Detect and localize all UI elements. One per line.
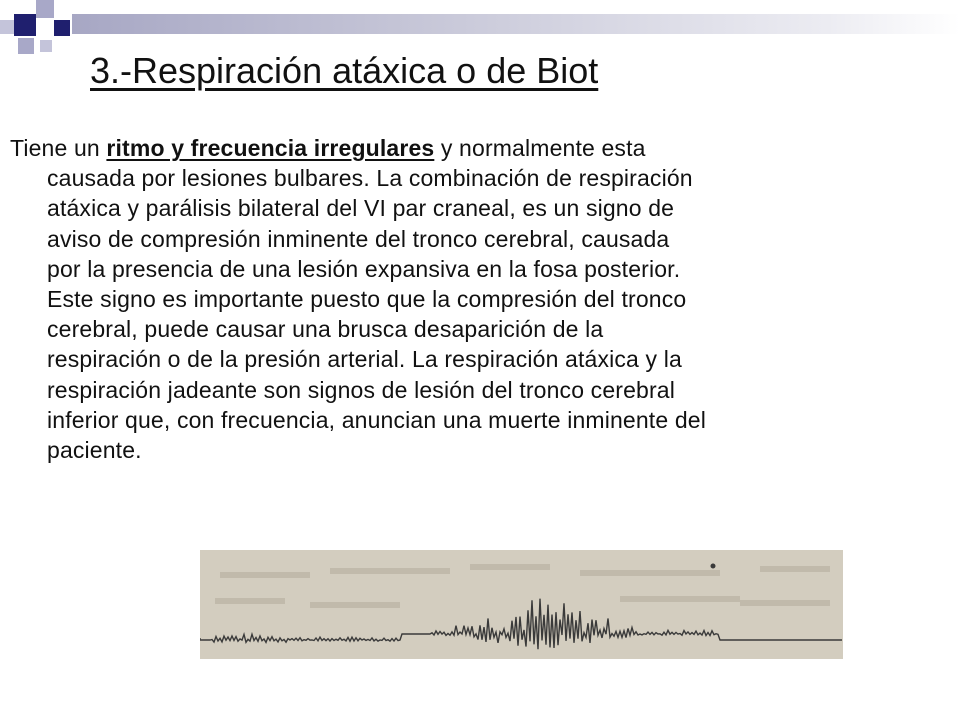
scan-text-smudge [740,600,830,606]
paragraph-line: por la presencia de una lesión expansiva en la fosa posterior. [47,255,681,282]
corner-square-lavender-1 [36,0,54,18]
paragraph-line: respiración jadeante son signos de lesión del tronco cerebral [47,376,675,403]
slide-title: 3.-Respiración atáxica o de Biot [90,50,599,91]
line1-after: y normalmente esta [434,135,646,161]
corner-square-lavender-4 [40,40,52,52]
paragraph-line: atáxica y parálisis bilateral del VI par craneal, es un signo de [47,195,675,222]
paragraph-line: inferior que, con frecuencia, anuncian una muerte inminente del [47,406,706,433]
scan-text-smudge [470,564,550,570]
emphasis-text: ritmo y frecuencia irregulares [106,135,435,161]
paragraph-line: causada por lesiones bulbares. La combinación de respiración [47,165,693,192]
corner-square-navy-1 [14,14,36,36]
header-band [72,14,960,34]
paragraph-line: paciente. [47,437,142,464]
scan-text-smudge [620,596,740,602]
paragraph-line: respiración o de la presión arterial. La respiración atáxica y la [47,346,682,373]
scan-text-smudge [215,598,285,604]
scan-dot [711,564,716,569]
corner-square-lavender-2 [0,20,14,34]
paragraph-line-1 [10,133,948,163]
scan-text-smudge [580,570,720,576]
corner-square-navy-2 [54,20,70,36]
respiratory-trace-image [200,550,843,659]
scan-text-smudge [330,568,450,574]
respiratory-trace-drawing [200,550,843,659]
paragraph-line: aviso de compresión inminente del tronco cerebral, causada [47,225,670,252]
waveform-line [200,599,842,650]
scan-text-smudge [310,602,400,608]
paragraph-line: cerebral, puede causar una brusca desaparición de la [47,316,604,343]
scan-text-smudge [220,572,310,578]
body-paragraph [10,133,948,465]
line1-before: Tiene un [10,135,107,161]
paragraph-line: Este signo es importante puesto que la compresión del tronco [47,286,687,313]
scan-text-smudge [760,566,830,572]
corner-square-lavender-3 [18,38,34,54]
